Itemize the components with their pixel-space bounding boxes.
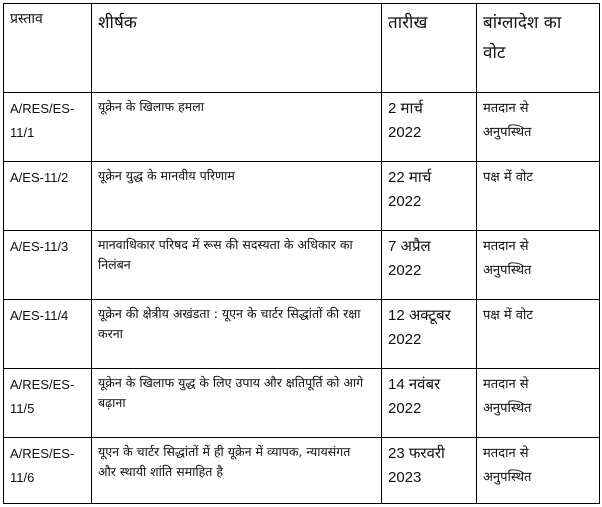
proposal-code: [4, 93, 92, 162]
bangladesh-vote: [477, 93, 600, 162]
table-row: [4, 300, 600, 369]
vote-line1: पक्ष में वोट: [483, 170, 533, 185]
date-line2: 2022: [388, 262, 422, 279]
date-line1: 23 फरवरी: [388, 445, 445, 462]
header-title: शीर्षक: [92, 4, 382, 93]
vote-line1: मतदान से: [483, 101, 529, 116]
proposal-code-line1: A/ES-11/4: [10, 308, 69, 323]
resolution-date: [382, 162, 477, 231]
date-line2: 2022: [388, 124, 422, 141]
vote-line1: मतदान से: [483, 446, 529, 461]
date-line2: 2022: [388, 193, 422, 210]
proposal-code: [4, 231, 92, 300]
vote-line1: मतदान से: [483, 377, 529, 392]
bangladesh-vote: [477, 162, 600, 231]
resolution-date: [382, 231, 477, 300]
table-row: [4, 438, 600, 504]
proposal-code: [4, 300, 92, 369]
resolution-date: [382, 438, 477, 504]
proposal-code-line1: A/ES-11/2: [10, 170, 69, 185]
resolution-date: [382, 369, 477, 438]
bangladesh-vote: [477, 231, 600, 300]
proposal-code: [4, 369, 92, 438]
date-line1: 12 अक्टूबर: [388, 307, 451, 324]
header-vote-line1: बांग्लादेश का: [483, 13, 562, 33]
resolution-date: [382, 93, 477, 162]
resolution-title: मानवाधिकार परिषद में रूस की सदस्यता के अधिकार का निलंबन: [92, 231, 382, 300]
bangladesh-vote: [477, 300, 600, 369]
header-vote-line2: वोट: [483, 43, 506, 63]
proposal-code: [4, 438, 92, 504]
header-date: तारीख: [382, 4, 477, 93]
proposal-code-line1: A/ES-11/3: [10, 239, 69, 254]
date-line1: 7 अप्रैल: [388, 238, 431, 255]
proposal-code-line2: 11/5: [10, 401, 35, 416]
proposal-code-line2: 11/1: [10, 125, 35, 140]
un-resolutions-table: [3, 3, 600, 504]
resolution-title: यूएन के चार्टर सिद्धांतों में ही यूक्रेन में व्यापक, न्यायसंगत और स्थायी शांति समाहित है: [92, 438, 382, 504]
resolution-title: यूक्रेन की क्षेत्रीय अखंडता : यूएन के चार्टर सिद्धांतों की रक्षा करना: [92, 300, 382, 369]
resolution-date: [382, 300, 477, 369]
bangladesh-vote: [477, 369, 600, 438]
date-line1: 14 नवंबर: [388, 376, 441, 393]
date-line2: 2023: [388, 469, 422, 486]
table-row: [4, 369, 600, 438]
resolution-title: यूक्रेन के खिलाफ हमला: [92, 93, 382, 162]
vote-line2: अनुपस्थित: [483, 470, 532, 485]
proposal-code: [4, 162, 92, 231]
vote-line1: मतदान से: [483, 239, 529, 254]
bangladesh-vote: [477, 438, 600, 504]
resolution-title: यूक्रेन के खिलाफ युद्ध के लिए उपाय और क्षतिपूर्ति को आगे बढ़ाना: [92, 369, 382, 438]
date-line2: 2022: [388, 400, 422, 417]
resolution-title: यूक्रेन युद्ध के मानवीय परिणाम: [92, 162, 382, 231]
vote-line1: पक्ष में वोट: [483, 308, 533, 323]
table-row: [4, 93, 600, 162]
proposal-code-line1: A/RES/ES-: [10, 101, 75, 116]
header-proposal: प्रस्ताव: [4, 4, 92, 93]
date-line1: 2 मार्च: [388, 100, 423, 117]
proposal-code-line2: 11/6: [10, 470, 35, 485]
vote-line2: अनुपस्थित: [483, 125, 532, 140]
proposal-code-line1: A/RES/ES-: [10, 377, 75, 392]
vote-line2: अनुपस्थित: [483, 263, 532, 278]
header-vote: [477, 4, 600, 93]
vote-line2: अनुपस्थित: [483, 401, 532, 416]
header-row: [4, 4, 600, 93]
table-row: [4, 162, 600, 231]
proposal-code-line1: A/RES/ES-: [10, 446, 75, 461]
date-line2: 2022: [388, 331, 422, 348]
date-line1: 22 मार्च: [388, 169, 432, 186]
table-row: [4, 231, 600, 300]
